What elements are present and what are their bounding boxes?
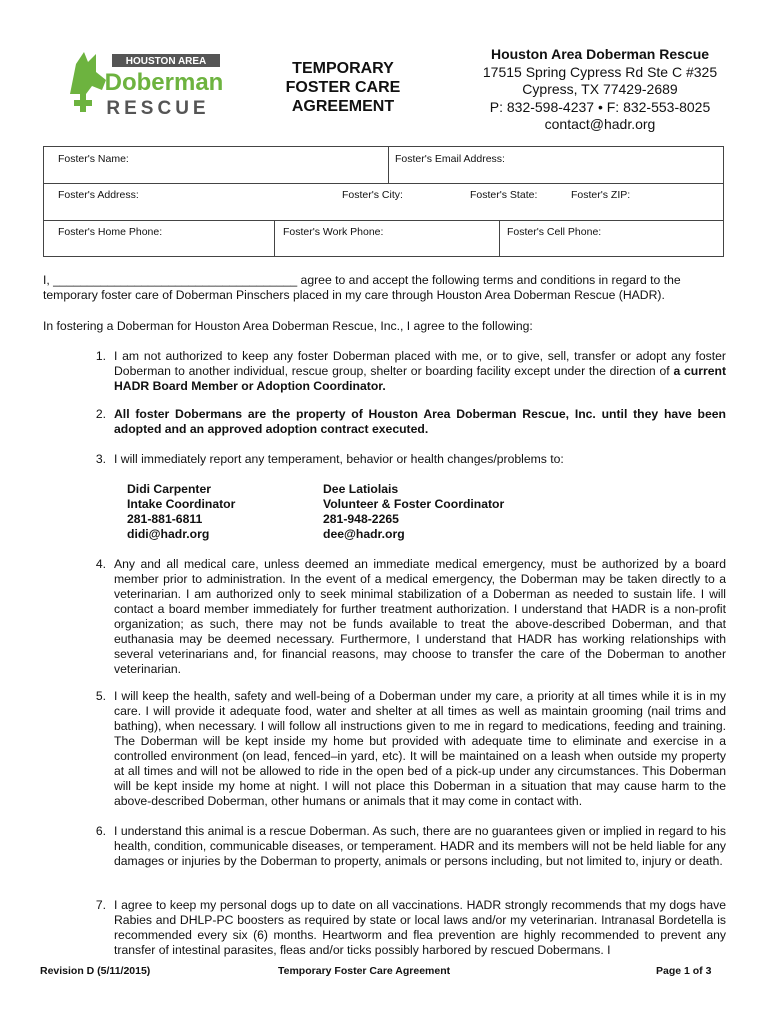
city-field[interactable]	[342, 189, 403, 201]
logo-top-text: HOUSTON AREA	[125, 56, 207, 67]
zip-field[interactable]	[571, 189, 630, 201]
org-address-1: 17515 Spring Cypress Rd Ste C #325	[482, 63, 718, 80]
clause-text: I will immediately report any temperament, behavior or health changes/problems to:	[114, 452, 564, 466]
state-field[interactable]	[470, 189, 537, 201]
home-phone-field[interactable]	[58, 226, 162, 238]
contact-email[interactable]: didi@hadr.org	[127, 527, 210, 541]
org-name: Houston Area Doberman Rescue	[490, 46, 710, 62]
address-field[interactable]	[58, 189, 139, 201]
clause-number: 6.	[95, 824, 106, 838]
plus-cross-icon	[74, 94, 92, 112]
intro-line-2: temporary foster care of Doberman Pinschers placed in my care through Houston Area Doberman Rescue (HADR).	[43, 288, 665, 302]
contact-foster	[323, 482, 504, 542]
document-title	[268, 59, 418, 116]
logo-middle-text: Doberman	[104, 69, 224, 96]
clause-number: 2.	[95, 407, 106, 421]
clause-number: 5.	[95, 689, 106, 703]
doberman-head-icon	[70, 52, 106, 94]
organization-info	[440, 46, 760, 134]
contact-email[interactable]: dee@hadr.org	[323, 527, 405, 541]
intro-line-1: I, ____________________________________ agree to and accept the following terms and conditions in regard to the	[43, 273, 681, 287]
footer-title: Temporary Foster Care Agreement	[278, 965, 451, 977]
email-label: Foster's Email Address:	[395, 153, 505, 165]
form-row-name-email	[44, 147, 723, 184]
city-label: Foster's City:	[342, 189, 403, 201]
clause-text: I am not authorized to keep any foster Doberman placed with me, or to give, sell, transfer or adopt any foster Doberman to another individual, rescue group, shelter or boarding facility except under the direction of	[114, 349, 726, 378]
clause-number: 7.	[95, 898, 106, 912]
clause-bold-text: a current HADR Board Member or Adoption Coordinator.	[114, 364, 727, 393]
work-phone-label: Foster's Work Phone:	[283, 226, 384, 238]
name-label: Foster's Name:	[58, 153, 129, 165]
clause-number: 4.	[95, 557, 106, 571]
zip-label: Foster's ZIP:	[571, 189, 631, 201]
footer-revision: Revision D (5/11/2015)	[40, 965, 151, 977]
org-email: contact@hadr.org	[544, 116, 656, 132]
clause-text: I understand this animal is a rescue Doberman. As such, there are no guarantees given or implied in regard to his health, condition, communicable diseases, or temperament. HADR and its members will not be held liable for any damages or injuries by the Doberman to property, animals or persons including, but not limited to, injury or death.	[114, 824, 726, 868]
cell-phone-field[interactable]	[507, 226, 601, 238]
form-row-phones	[44, 220, 723, 256]
state-label: Foster's State:	[470, 189, 538, 201]
agreement-lead-in: In fostering a Doberman for Houston Area Doberman Rescue, Inc., I agree to the following:	[43, 319, 533, 333]
work-phone-field[interactable]	[283, 226, 383, 238]
clause-bold-text: All foster Dobermans are the property of Houston Area Doberman Rescue, Inc. until they have been adopted and an approved adoption contract executed.	[114, 407, 726, 436]
clause-text: I will keep the health, safety and well-being of a Doberman under my care, a priority at all times while it is in my care. I will provide it adequate food, water and shelter at all times as well as maintain grooming (nail trims and bathing), when necessary. I will follow all instructions given to me in regard to medications, feeding and training. The Doberman will be kept inside my home but provided with adequate time to eliminate and exercise in a controlled environment (on lead, fenced–in yard, etc). It will be maintained on a leash when outside my property at all times and will not be allowed to ride in the open bed of a pick-up under any circumstances. This Doberman will be kept inside my home at night. I will not place this Doberman in a situation that may cause harm to the above-described Doberman, other humans or animals that it may come in contact with.	[114, 689, 726, 808]
contact-role: Volunteer & Foster Coordinator	[323, 497, 505, 511]
title-line-2: FOSTER CARE	[285, 79, 401, 96]
title-line-3: AGREEMENT	[291, 98, 395, 115]
form-row-address	[44, 183, 723, 221]
contact-name: Didi Carpenter	[127, 482, 211, 496]
org-phones: P: 832-598-4237 • F: 832-553-8025	[489, 98, 711, 115]
address-label: Foster's Address:	[58, 189, 139, 201]
title-line-1: TEMPORARY	[292, 60, 394, 77]
contact-role: Intake Coordinator	[127, 497, 236, 511]
contact-phone: 281-948-2265	[323, 512, 399, 526]
clause-number: 1.	[95, 349, 106, 363]
contact-name: Dee Latiolais	[323, 482, 399, 496]
home-phone-label: Foster's Home Phone:	[58, 226, 163, 238]
clause-text: I agree to keep my personal dogs up to date on all vaccinations. HADR strongly recommends that my dogs have Rabies and DHLP-PC boosters as required by state or local laws and/or my veterinarian. Intranasal Bordetella is recommended every six (6) months. Heartworm and flea prevention are highly recommended to prevent any transfer of intestinal parasites, fleas and/or ticks possibly harbored by rescued Dobermans. I	[114, 898, 726, 957]
org-address-2: Cypress, TX 77429-2689	[522, 81, 678, 97]
foster-info-form	[43, 146, 724, 257]
intro-paragraph	[43, 273, 725, 303]
email-field[interactable]	[395, 153, 505, 165]
contact-phone: 281-881-6811	[127, 512, 203, 526]
cell-phone-label: Foster's Cell Phone:	[507, 226, 602, 238]
footer-page-number: Page 1 of 3	[656, 965, 712, 977]
contact-intake	[127, 482, 235, 542]
hadr-logo	[66, 50, 226, 118]
logo-bottom-text: RESCUE	[106, 98, 210, 118]
name-field[interactable]	[58, 153, 129, 165]
clause-text: Any and all medical care, unless deemed an immediate medical emergency, must be authorized by a board member prior to administration. In the event of a medical emergency, the Doberman may be taken directly to a veterinarian. I am authorized only to seek minimal stabilization of a Doberman as needed to sustain life. I will contact a board member immediately for further treatment authorization. I understand that HADR is a non-profit organization; as such, there may not be funds available to treat the above-described Doberman, and that euthanasia may be deemed necessary. Furthermore, I understand that HADR has working relationships with several veterinarians and, for financial reasons, may choose to transfer the care of the Doberman to another veterinarian.	[114, 557, 726, 676]
clause-number: 3.	[95, 452, 106, 466]
